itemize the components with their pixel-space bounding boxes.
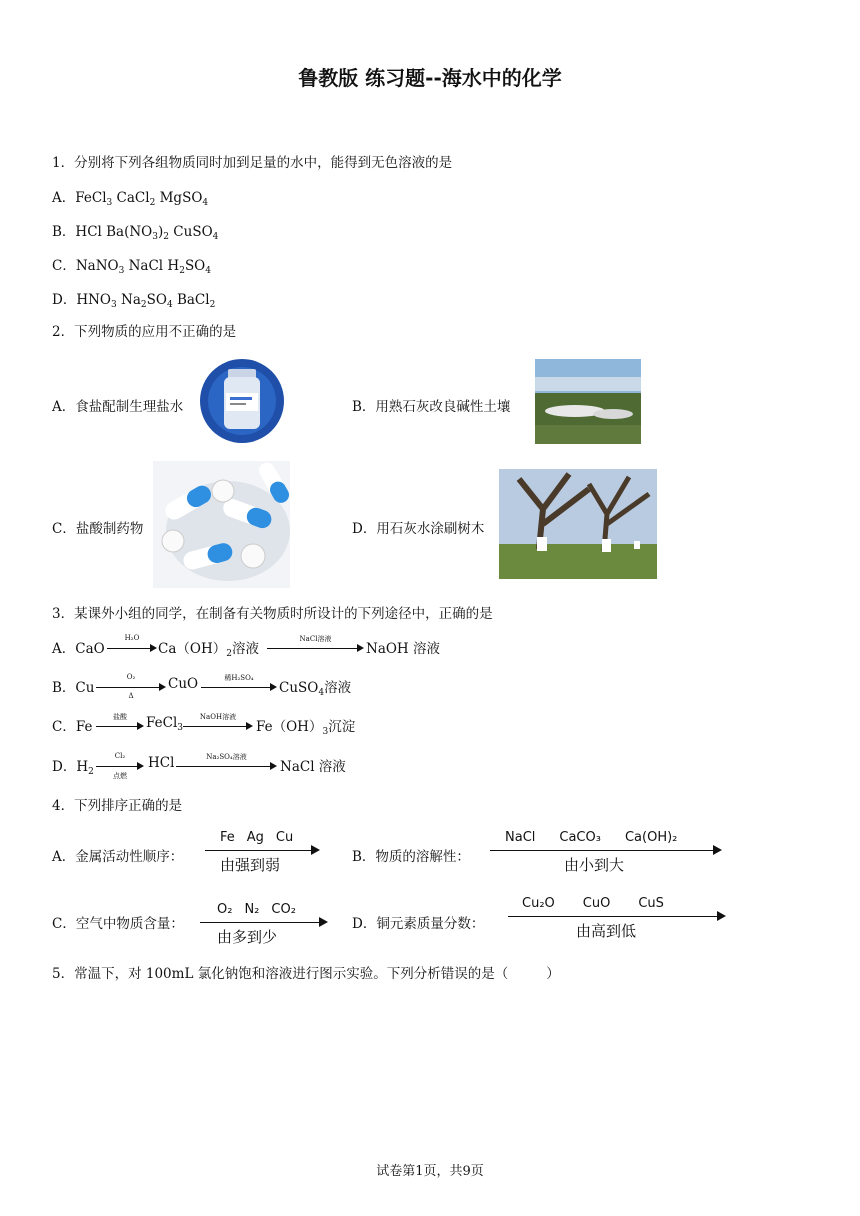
- q3-b-reactant: B．Cu: [52, 680, 95, 696]
- q3-b-arrow-2: 稀H₂SO₄: [201, 679, 277, 701]
- q4-b-item: NaCl: [505, 830, 536, 845]
- q3-b-product: CuSO$_4$溶液: [279, 680, 352, 698]
- q4-d-item: CuO: [582, 896, 611, 911]
- q3-b-arrow-1: O₂ Δ: [96, 679, 166, 701]
- q4-a-item: Cu: [275, 830, 294, 845]
- q4-c-order-arrow: [200, 902, 328, 947]
- q3-c-reactant: C．Fe: [52, 719, 93, 735]
- q4-a-direction: 由强到弱: [220, 856, 281, 874]
- q3-c-intermediate: FeCl$_3$: [146, 715, 183, 733]
- q4-b-item: Ca(OH)₂: [624, 830, 678, 845]
- q4-d-direction: 由高到低: [576, 922, 637, 940]
- pills-image: [153, 461, 290, 588]
- saline-bottle-image: [200, 359, 284, 443]
- q3-d-arrow-1: Cl₂ 点燃: [96, 758, 144, 780]
- q1-option-b: B．HCl $Ba(NO_3)_2$ CuSO$_4$: [52, 224, 219, 242]
- q4-a-item: Ag: [246, 830, 264, 845]
- q3-d-arrow-2: Na₂SO₄溶液: [176, 758, 277, 780]
- q3-d-reactant: D．$H_2$: [52, 759, 94, 777]
- q4-b-item: CaCO₃: [559, 830, 601, 845]
- q4-c-item: O₂: [217, 902, 233, 917]
- q3-a-reactant: A．CaO: [52, 641, 105, 657]
- q4-c-label: C．空气中物质含量：: [52, 916, 184, 932]
- question-2-stem: 2．下列物质的应用不正确的是: [52, 324, 237, 340]
- q4-c-item: CO₂: [271, 902, 296, 917]
- q4-a-item: Fe: [220, 830, 235, 845]
- q3-a-arrow-1: H₂O: [107, 640, 157, 662]
- q4-d-item: CuS: [638, 896, 664, 911]
- q3-c-arrow-1: 盐酸: [96, 718, 144, 740]
- q3-d-intermediate: HCl: [148, 755, 175, 771]
- q4-b-direction: 由小到大: [564, 856, 625, 874]
- q4-a-label: A．金属活动性顺序：: [52, 849, 184, 865]
- q2-option-c: C．盐酸制药物: [52, 521, 144, 537]
- q3-a-intermediate: $Ca(OH)_2$溶液: [158, 641, 259, 659]
- q2-option-d: D．用石灰水涂刷树木: [352, 521, 485, 537]
- q4-c-direction: 由多到少: [217, 928, 278, 946]
- question-5-stem: 5．常温下，对 100mL 氯化钠饱和溶液进行图示实验。下列分析错误的是（ ）: [52, 966, 560, 982]
- question-1-stem: 1．分别将下列各组物质同时加到足量的水中，能得到无色溶液的是: [52, 155, 453, 171]
- q4-b-label: B．物质的溶解性：: [352, 849, 470, 865]
- q4-d-label: D．铜元素质量分数：: [352, 916, 485, 932]
- q2-option-a: A．食盐配制生理盐水: [52, 399, 184, 415]
- q3-b-intermediate: CuO: [168, 676, 199, 692]
- page-title: 鲁教版 练习题--海水中的化学: [298, 66, 562, 90]
- q3-c-product: $Fe(OH)_3$沉淀: [256, 719, 356, 737]
- q4-b-order-arrow: [490, 830, 722, 875]
- q1-option-a: A．FeCl$_3$ CaCl$_2$ MgSO$_4$: [52, 190, 209, 208]
- q4-d-order-arrow: [508, 896, 726, 946]
- q1-option-c: C．NaNO$_3$ NaCl $H_2SO_4$: [52, 258, 211, 276]
- q2-option-b: B．用熟石灰改良碱性土壤: [352, 399, 511, 415]
- q1-option-d: D．$HNO_3$ $Na_2SO_4$ BaCl$_2$: [52, 292, 216, 310]
- q3-a-product: NaOH 溶液: [366, 641, 440, 657]
- q3-c-arrow-2: NaOH溶液: [183, 718, 253, 740]
- trees-image: [499, 469, 657, 579]
- q4-d-item: Cu₂O: [522, 896, 555, 911]
- q4-c-item: N₂: [244, 902, 260, 917]
- farmland-image: [535, 359, 641, 444]
- question-4-stem: 4．下列排序正确的是: [52, 798, 183, 814]
- q3-a-arrow-2: NaCl溶液: [267, 640, 364, 662]
- question-3-stem: 3．某课外小组的同学，在制备有关物质时所设计的下列途径中，正确的是: [52, 606, 493, 622]
- q3-d-product: NaCl 溶液: [280, 759, 346, 775]
- q4-a-order-arrow: [205, 830, 320, 875]
- page-footer: 试卷第1页，共9页: [376, 1164, 484, 1179]
